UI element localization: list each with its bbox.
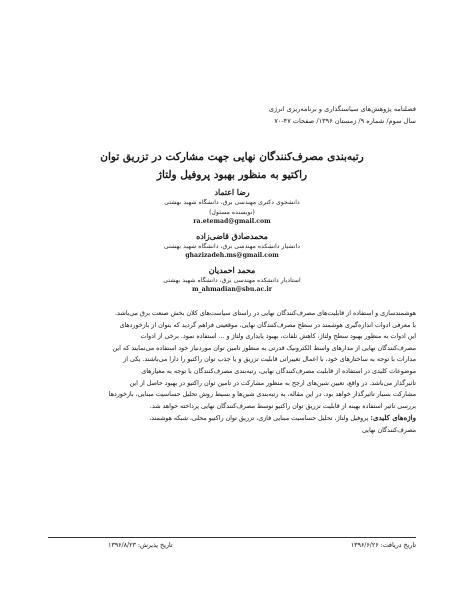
author-role: (نویسنده مسئول) <box>209 208 255 216</box>
abstract-line: این ادوات به منظور بهبود سطح ولتاژ، کاهش تلفات، بهبود پایداری ولتاژ و ... استفاده نمود. برخی از ادوات <box>140 333 416 341</box>
keywords-label: واژه‌های کلیدی: <box>370 413 416 423</box>
keywords-text: پروفیل ولتاژ، تحلیل حساسیت مبنایی فازی، تزریق توان راکتیو محلی، شبکه هوشمند، <box>149 415 369 423</box>
abstract-line: با معرفی ادوات اندازه‌گیری هوشمند در سطح مصرف‌کنندگان نهایی، موقعیتی فراهم گردید که بتوان از بازخوردهای <box>119 321 416 329</box>
keywords-line <box>48 412 416 425</box>
journal-header <box>156 103 416 127</box>
date-accepted: تاریخ پذیرش: ۱۳۹۶/۸/۲۳ <box>108 542 173 549</box>
author-email: ghazizadeh.ms@gmail.com <box>185 252 279 259</box>
author-block <box>80 265 384 295</box>
abstract <box>48 308 416 437</box>
abstract-line: تاثیرگذار می‌باشد. در واقع، تعیین شین‌های ارجح به منظور مشارکت در تامین توان راکتیو در بهبود حاصل از این <box>129 379 416 387</box>
author-affiliation: استادیار دانشکده مهندسی برق، دانشگاه شهید بهشتی <box>163 276 301 284</box>
author-name: محمد احمدیان <box>208 265 256 275</box>
author-email: ra.etemad@gmail.com <box>193 218 271 225</box>
date-received: تاریخ دریافت: ۱۳۹۶/۶/۲۶ <box>350 542 416 549</box>
abstract-line: موضوعات کلیدی در استفاده از قابلیت مصرف‌کنندگان نهایی، رتبه‌بندی مصرف‌کنندگان با توجه به معیارهای <box>141 367 416 375</box>
abstract-line: مدارات با توجه به ساختارهای خود، با اعمال تغییراتی قابلیت تزریق و یا جذب توان راکتیو را دارا می‌باشند. یکی از <box>123 356 416 364</box>
abstract-line: بررسی تاثیر استفاده بهینه از قابلیت تزریق توان راکتیو توسط مصرف‌کنندگان نهایی پرداخته خواهد شد. <box>149 402 416 410</box>
author-list <box>80 187 384 299</box>
author-name: محمدصادق قاضی‌زاده <box>196 231 268 241</box>
footer-divider <box>48 537 416 538</box>
keywords-continuation: مصرف‌کنندگان نهایی <box>361 426 416 434</box>
title-line-2: راکتیو به منظور بهبود پروفیل ولتاژ <box>156 169 308 181</box>
abstract-line: مصرف‌کنندگان نهایی از مدارهای واسط الکترونیک قدرتی به منظور تامین توان موردنیاز خود استفاده می‌نمایند که این <box>112 344 416 352</box>
author-block <box>80 187 384 227</box>
author-name: رضا اعتماد <box>214 188 250 197</box>
author-block <box>80 231 384 261</box>
journal-issue: سال سوم/ شماره ۹/ زمستان ۱۳۹۶/ صفحات ۴۷-۷۰ <box>274 117 416 125</box>
author-affiliation: دانشیار دانشکده مهندسی برق، دانشگاه شهید بهشتی <box>164 242 300 250</box>
paper-title <box>40 148 424 184</box>
author-affiliation: دانشجوی دکتری مهندسی برق، دانشگاه شهید بهشتی <box>164 199 300 206</box>
title-line-1: رتبه‌بندی مصرف‌کنندگان نهایی جهت مشارکت در تزریق توان <box>100 151 364 163</box>
journal-name: فصلنامه پژوهش‌های سیاستگذاری و برنامه‌ریزی انرژی <box>268 105 416 113</box>
abstract-line: هوشمندسازی و استفاده از قابلیت‌های مصرف‌کنندگان نهایی در راستای سیاست‌های کلان بخش صنعت برق می‌باشد. <box>115 310 416 317</box>
author-email: m_ahmadian@sbu.ac.ir <box>191 286 273 293</box>
abstract-line: مشارکت بسیار تاثیرگذار خواهد بود. در این مقاله، به رتبه‌بندی شین‌ها و بسیط روش تحلیل حساسیت مبنایی، بازخوردها <box>108 391 416 399</box>
